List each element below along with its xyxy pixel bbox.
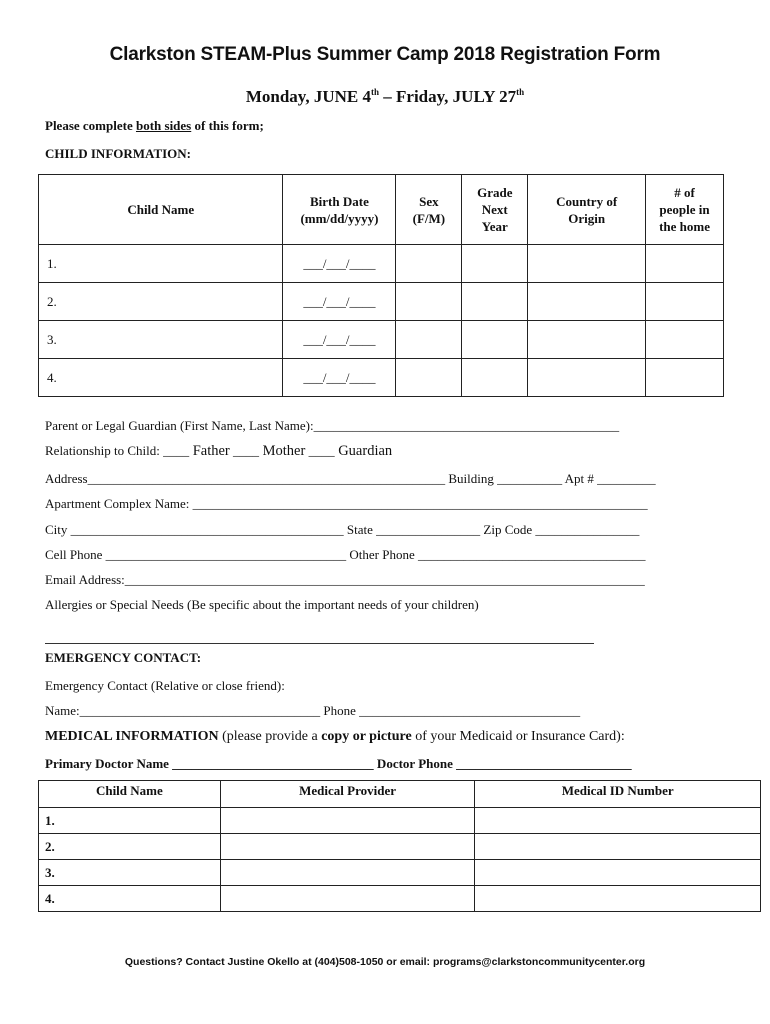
med-id-field-3[interactable]: [475, 860, 761, 886]
father-option[interactable]: Father: [189, 443, 230, 459]
medical-row-3: [39, 860, 761, 886]
birth-date-field-4[interactable]: ___/___/____: [283, 359, 396, 397]
grade-label-3: Year: [481, 219, 508, 234]
primary-doctor-field[interactable]: Primary Doctor Name _______________________________ Doctor Phone ___________________________: [45, 756, 632, 771]
child-name-field-3[interactable]: 3.: [39, 321, 283, 359]
country-field-3[interactable]: [528, 321, 646, 359]
med-provider-field-4[interactable]: [220, 886, 475, 912]
med-child-field-4[interactable]: 4.: [39, 886, 221, 912]
grade-label-2: Next: [481, 202, 508, 217]
city-state-zip-field[interactable]: City __________________________________________ State ________________ Zip Code ________________: [45, 522, 640, 537]
address-field[interactable]: Address_______________________________________________________ Building __________ Apt # _________: [45, 471, 656, 486]
child-name-field-4[interactable]: 4.: [39, 359, 283, 397]
country-label-1: Country of: [556, 193, 618, 209]
sex-field-4[interactable]: [396, 359, 462, 397]
medical-note-c: of your Medicaid or Insurance Card):: [411, 729, 625, 744]
people-field-1[interactable]: [646, 245, 724, 283]
grade-field-2[interactable]: [462, 283, 528, 321]
grade-label-1: Grade: [477, 185, 513, 200]
child-row-4: [39, 359, 724, 397]
end-date: – Friday, JULY 27: [379, 87, 517, 106]
sex-field-1[interactable]: [396, 245, 462, 283]
sex-format: (F/M): [412, 210, 446, 226]
instructions-prefix: Please complete: [45, 118, 136, 133]
med-col-id: Medical ID Number: [475, 781, 761, 808]
col-people: [646, 175, 724, 245]
guardian-option[interactable]: Guardian: [334, 443, 393, 459]
grade-field-4[interactable]: [462, 359, 528, 397]
sex-field-3[interactable]: [396, 321, 462, 359]
medical-row-2: [39, 834, 761, 860]
col-country: [528, 175, 646, 245]
medical-table: [38, 780, 761, 912]
instructions: [45, 118, 264, 134]
child-info-table: [38, 174, 724, 397]
child-row-1: [39, 245, 724, 283]
country-field-2[interactable]: [528, 283, 646, 321]
medical-table-header: [39, 781, 761, 808]
medical-row-1: [39, 808, 761, 834]
guardian-blank: ____: [305, 443, 335, 458]
child-name-field-1[interactable]: 1.: [39, 245, 283, 283]
sex-label: Sex: [419, 193, 439, 209]
medical-row-4: [39, 886, 761, 912]
med-child-field-2[interactable]: 2.: [39, 834, 221, 860]
people-field-2[interactable]: [646, 283, 724, 321]
med-provider-field-2[interactable]: [220, 834, 475, 860]
relationship-field[interactable]: [45, 443, 392, 460]
med-id-field-2[interactable]: [475, 834, 761, 860]
email-field[interactable]: Email Address:________________________________________________________________________________: [45, 572, 645, 587]
allergies-label: Allergies or Special Needs (Be specific about the important needs of your children): [45, 597, 479, 612]
parent-guardian-field[interactable]: Parent or Legal Guardian (First Name, Last Name):_______________________________________________: [45, 418, 620, 433]
med-col-provider: Medical Provider: [220, 781, 475, 808]
birth-date-format: (mm/dd/yyyy): [300, 210, 379, 226]
phone-fields[interactable]: Cell Phone _____________________________________ Other Phone ___________________________________: [45, 547, 646, 562]
child-info-heading: CHILD INFORMATION:: [45, 146, 192, 161]
people-field-4[interactable]: [646, 359, 724, 397]
col-sex: [396, 175, 462, 245]
med-provider-field-1[interactable]: [220, 808, 475, 834]
col-child-name: Child Name: [39, 175, 283, 245]
med-provider-field-3[interactable]: [220, 860, 475, 886]
apartment-complex-field[interactable]: Apartment Complex Name: ______________________________________________________________________: [45, 496, 648, 511]
medical-note-a: (please provide a: [218, 729, 322, 744]
form-title: Clarkston STEAM-Plus Summer Camp 2018 Registration Form: [109, 44, 661, 65]
medical-heading: [45, 729, 625, 745]
med-id-field-1[interactable]: [475, 808, 761, 834]
country-label-2: Origin: [568, 210, 606, 226]
mother-option[interactable]: Mother: [259, 443, 306, 459]
child-row-3: [39, 321, 724, 359]
camp-dates: [0, 87, 770, 107]
end-date-suffix: th: [516, 87, 525, 97]
instructions-emphasis: both sides: [135, 118, 192, 133]
people-label-2: people in: [659, 202, 710, 217]
emergency-contact-label: Emergency Contact (Relative or close friend):: [45, 678, 285, 693]
mother-blank: ____: [229, 443, 260, 458]
col-birth-date: [283, 175, 396, 245]
people-label-1: # of: [674, 185, 695, 200]
grade-field-3[interactable]: [462, 321, 528, 359]
med-col-child-name: Child Name: [39, 781, 221, 808]
birth-date-label: Birth Date: [310, 193, 369, 209]
child-row-2: [39, 283, 724, 321]
relationship-label: Relationship to Child: ____: [45, 443, 190, 458]
med-child-field-3[interactable]: 3.: [39, 860, 221, 886]
med-id-field-4[interactable]: [475, 886, 761, 912]
medical-note-emphasis: copy or picture: [321, 729, 412, 744]
people-label-3: the home: [659, 219, 710, 234]
sex-field-2[interactable]: [396, 283, 462, 321]
start-date-suffix: th: [371, 87, 380, 97]
footer-contact: Questions? Contact Justine Okello at (404)508-1050 or email: programs@clarkstoncommunitycenter.org: [124, 956, 646, 968]
col-grade: [462, 175, 528, 245]
emergency-name-phone-field[interactable]: Name:_____________________________________ Phone __________________________________: [45, 703, 581, 718]
instructions-suffix: of this form;: [191, 118, 264, 133]
birth-date-field-3[interactable]: ___/___/____: [283, 321, 396, 359]
country-field-1[interactable]: [528, 245, 646, 283]
birth-date-field-2[interactable]: ___/___/____: [283, 283, 396, 321]
child-table-header: [39, 175, 724, 245]
medical-heading-title: MEDICAL INFORMATION: [45, 729, 219, 744]
allergies-answer-line[interactable]: [45, 643, 594, 644]
country-field-4[interactable]: [528, 359, 646, 397]
people-field-3[interactable]: [646, 321, 724, 359]
child-name-field-2[interactable]: 2.: [39, 283, 283, 321]
start-date: Monday, JUNE 4: [245, 87, 371, 106]
med-child-field-1[interactable]: 1.: [39, 808, 221, 834]
emergency-heading: EMERGENCY CONTACT:: [45, 650, 202, 665]
grade-field-1[interactable]: [462, 245, 528, 283]
birth-date-field-1[interactable]: ___/___/____: [283, 245, 396, 283]
